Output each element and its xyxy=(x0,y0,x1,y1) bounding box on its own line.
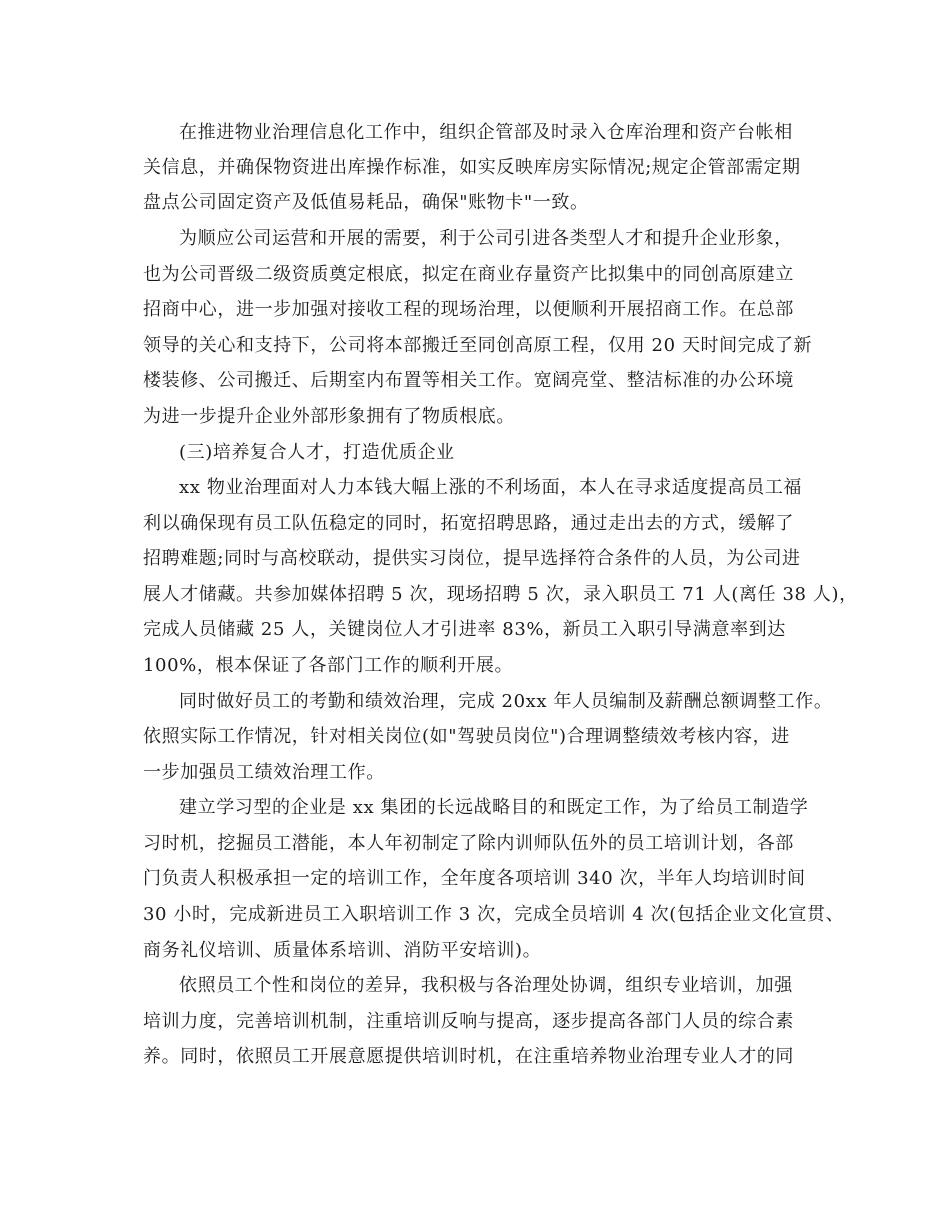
paragraph-line: xx 物业治理面对人力本钱大幅上涨的不利场面，本人在寻求适度提高员工福 xyxy=(179,477,803,498)
paragraph-line: 完成人员储藏 25 人，关键岗位人才引进率 83%，新员工入职引导满意率到达 xyxy=(143,619,786,640)
paragraph-line: 在推进物业治理信息化工作中，组织企管部及时录入仓库治理和资产台帐相 xyxy=(179,122,793,143)
paragraph-line: 楼装修、公司搬迁、后期室内布置等相关工作。宽阔亮堂、整洁标准的办公环境 xyxy=(143,370,794,391)
paragraph-line: 为进一步提升企业外部形象拥有了物质根底。 xyxy=(143,406,515,427)
paragraph-line: 招商中心，进一步加强对接收工程的现场治理，以便顺利开展招商工作。在总部 xyxy=(143,299,794,320)
paragraph-line: 盘点公司固定资产及低值易耗品，确保"账物卡"一致。 xyxy=(143,192,589,213)
paragraph-line: 养。同时，依照员工开展意愿提供培训时机，在注重培养物业治理专业人才的同 xyxy=(143,1046,794,1067)
paragraph-line: 关信息，并确保物资进出库操作标准，如实反映库房实际情况;规定企管部需定期 xyxy=(143,157,801,178)
paragraph-line: 30 小时，完成新进员工入职培训工作 3 次，完成全员培训 4 次(包括企业文化宣贯、 xyxy=(143,904,845,925)
paragraph-line: 建立学习型的企业是 xx 集团的长远战略目的和既定工作，为了给员工制造学 xyxy=(179,797,809,818)
paragraph-line: 习时机，挖掘员工潜能，本人年初制定了除内训师队伍外的员工培训计划，各部 xyxy=(143,833,794,854)
paragraph-line: 100%，根本保证了各部门工作的顺利开展。 xyxy=(143,655,514,676)
paragraph-line: 依照员工个性和岗位的差异，我积极与各治理处协调，组织专业培训，加强 xyxy=(179,975,793,996)
paragraph-line: 同时做好员工的考勤和绩效治理，完成 20xx 年人员编制及薪酬总额调整工作。 xyxy=(179,691,833,712)
section-heading: (三)培养复合人才，打造优质企业 xyxy=(179,442,455,463)
paragraph-line: 也为公司晋级二级资质奠定根底，拟定在商业存量资产比拟集中的同创高原建立 xyxy=(143,264,794,285)
paragraph-line: 培训力度，完善培训机制，注重培训反响与提高，逐步提高各部门人员的综合素 xyxy=(143,1011,794,1032)
paragraph-line: 展人才储藏。共参加媒体招聘 5 次，现场招聘 5 次，录入职员工 71 人(离任 38 人)， xyxy=(143,584,858,605)
paragraph-line: 招聘难题;同时与高校联动，提供实习岗位，提早选择符合条件的人员，为公司进 xyxy=(143,548,801,569)
paragraph-line: 一步加强员工绩效治理工作。 xyxy=(143,762,385,783)
paragraph-line: 为顺应公司运营和开展的需要，利于公司引进各类型人才和提升企业形象， xyxy=(179,228,793,249)
paragraph-line: 领导的关心和支持下，公司将本部搬迁至同创高原工程，仅用 20 天时间完成了新 xyxy=(143,335,813,356)
paragraph-line: 依照实际工作情况，针对相关岗位(如"驾驶员岗位")合理调整绩效考核内容，进 xyxy=(143,726,790,747)
paragraph-line: 利以确保现有员工队伍稳定的同时，拓宽招聘思路，通过走出去的方式，缓解了 xyxy=(143,513,794,534)
paragraph-line: 门负责人积极承担一定的培训工作，全年度各项培训 340 次，半年人均培训时间 xyxy=(143,868,806,889)
paragraph-line: 商务礼仪培训、质量体系培训、消防平安培训)。 xyxy=(143,940,542,961)
